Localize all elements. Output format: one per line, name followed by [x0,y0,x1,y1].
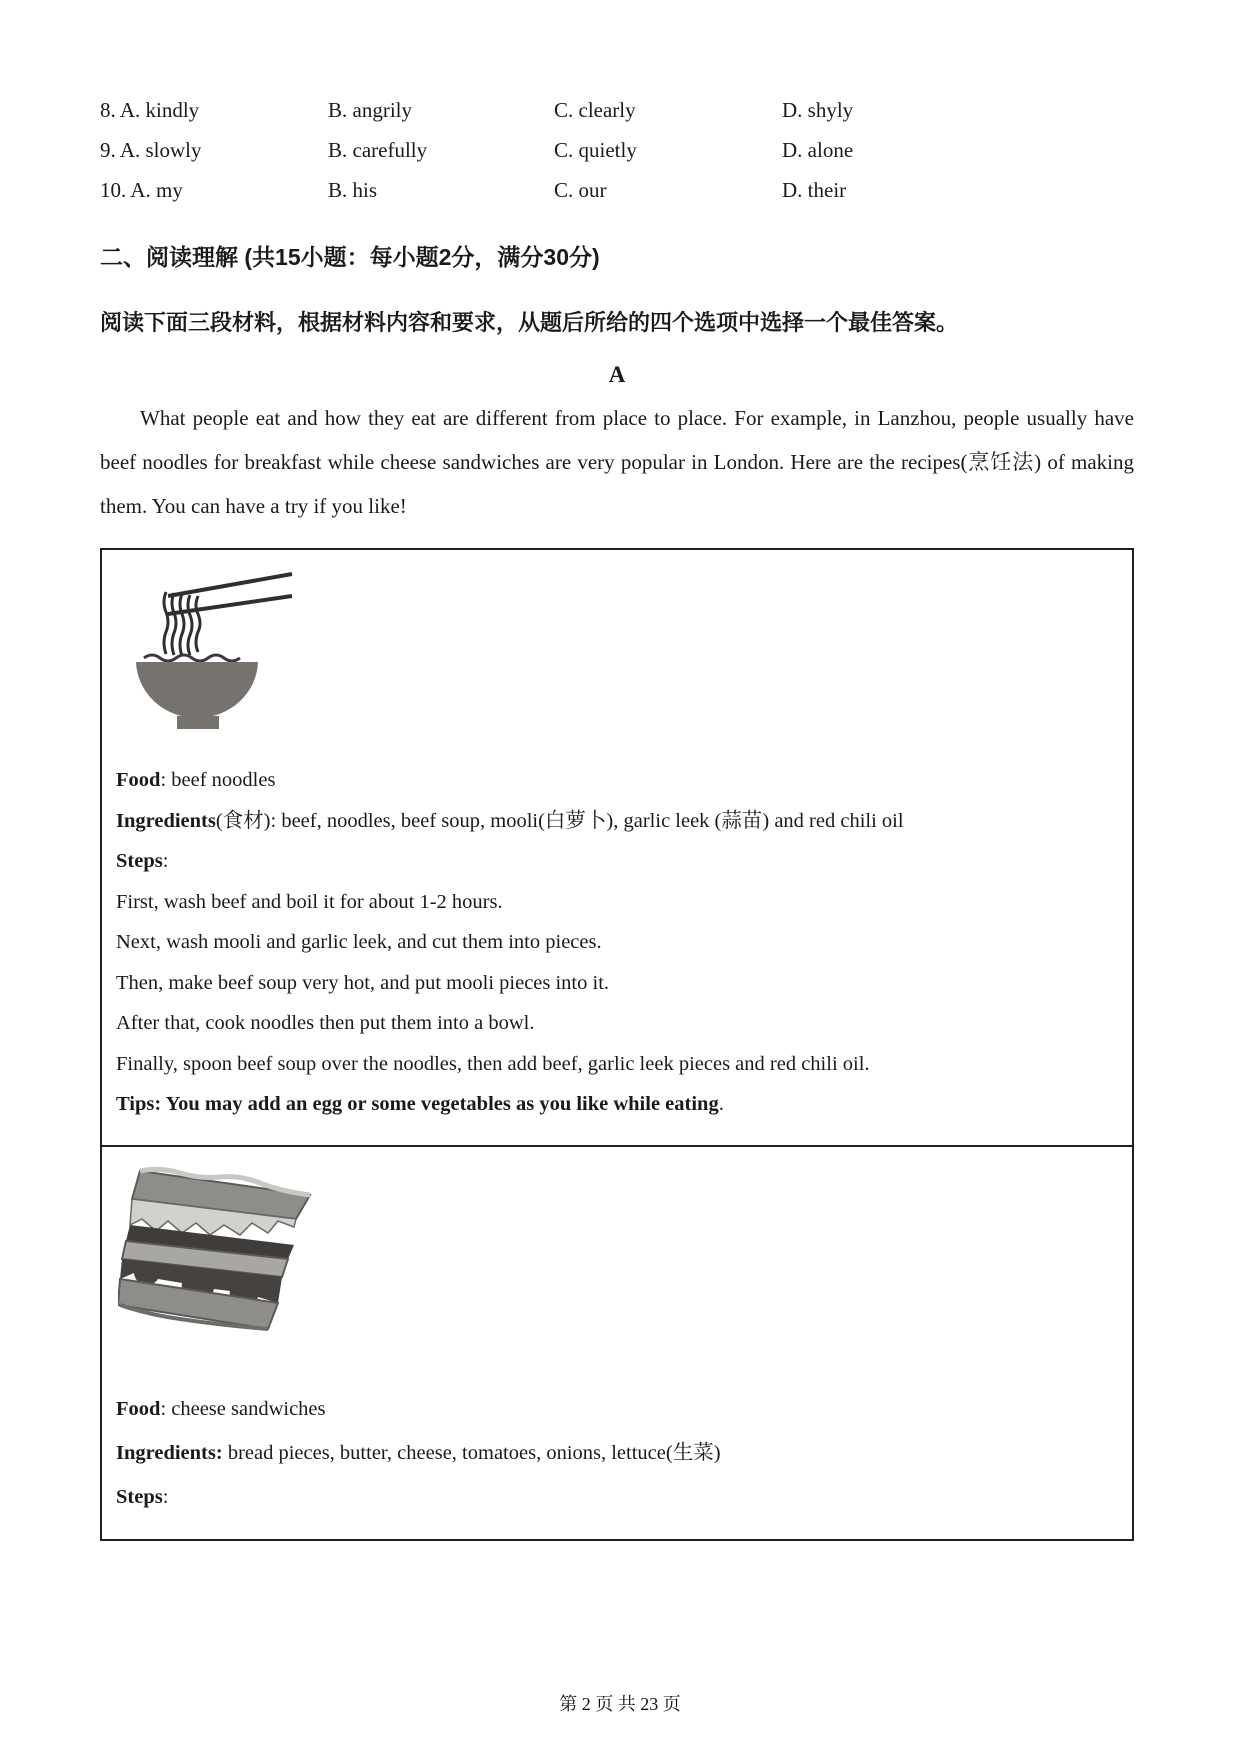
step-item: Then, make beef soup very hot, and put mooli pieces into it. [116,971,610,994]
food-value: : cheese sandwiches [160,1397,326,1420]
food-line [116,1387,1116,1431]
ingredients-value: (食材): beef, noodles, beef soup, mooli(白萝卜), garlic leek (蒜苗) and red chili oil [215,809,904,832]
food-line [116,760,1116,801]
option-9a: 9. A. slowly [100,138,202,162]
ingredients-line [116,1431,1116,1475]
section-title: 二、阅读理解 (共15小题：每小题2分，满分30分) [100,244,600,270]
tips-line: Tips: You may add an egg or some vegetables as you like while eating. [116,1093,724,1115]
option-10d: D. their [782,178,847,202]
step-item: First, wash beef and boil it for about 1-2 hours. [116,890,503,913]
option-9d: D. alone [782,138,854,162]
steps-line: Steps: [116,850,169,872]
option-8a: 8. A. kindly [100,98,200,122]
recipe-card-cheese-sandwiches [100,1145,1134,1541]
ingredients-line [116,801,1116,842]
food-value: : beef noodles [160,769,276,791]
food-label: Food [116,1397,161,1420]
option-10b: B. his [328,178,378,202]
passage-label: A [608,362,626,387]
section-instruction: 阅读下面三段材料，根据材料内容和要求，从题后所给的四个选项中选择一个最佳答案。 [100,310,959,335]
steps-label: Steps [116,850,163,872]
ingredients-label: Ingredients: [116,1441,223,1464]
recipe-card-beef-noodles [100,548,1134,1147]
cheese-sandwich-image [118,1163,330,1335]
question-row-8 [100,90,1134,130]
steps-line: Steps: [116,1485,169,1508]
question-row-10 [100,170,1134,210]
question-row-9 [100,130,1134,170]
option-9c: C. quietly [554,138,637,162]
page-number: 第 2 页 共 23 页 [559,1694,681,1714]
option-8d: D. shyly [782,98,854,122]
option-10c: C. our [554,178,607,202]
option-8c: C. clearly [554,98,636,122]
beef-noodles-image [122,566,294,734]
step-item: Next, wash mooli and garlic leek, and cut them into pieces. [116,931,602,953]
tips-text: Tips: You may add an egg or some vegetables as you like while eating [116,1093,719,1115]
step-item: After that, cook noodles then put them into a bowl. [116,1012,535,1034]
option-9b: B. carefully [328,138,428,162]
option-10a: 10. A. my [100,178,183,202]
option-8b: B. angrily [328,98,412,122]
ingredients-value: bread pieces, butter, cheese, tomatoes, onions, lettuce(生菜) [222,1441,721,1464]
ingredients-label: Ingredients [116,809,216,832]
step-item: Finally, spoon beef soup over the noodles, then add beef, garlic leek pieces and red chili oil. [116,1052,870,1075]
passage-text: What people eat and how they eat are different from place to place. For example, in Lanzhou, people usually have beef noodles for breakfast while cheese sandwiches are very popular in London. Here are the recipes(烹饪法) of making them. You can have a try if you like! [100,406,1134,518]
food-label: Food [116,769,161,791]
steps-label: Steps [116,1485,163,1508]
